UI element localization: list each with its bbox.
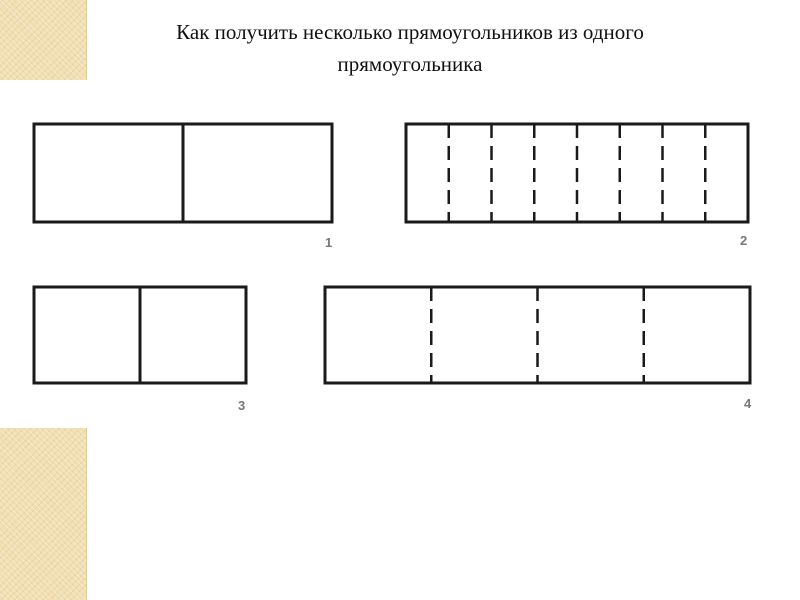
figure-1-label: 1 (325, 235, 333, 250)
figure-1 (34, 124, 332, 250)
figure-3 (34, 287, 246, 413)
figure-4 (325, 287, 752, 411)
title-line-2: прямоугольника (337, 52, 483, 76)
figure-2-label: 2 (740, 233, 748, 248)
figure-3-label: 3 (238, 398, 246, 413)
figure-4-label: 4 (744, 396, 752, 411)
figure-2 (406, 124, 748, 248)
title-line-1: Как получить несколько прямоугольников из одного (176, 20, 644, 44)
